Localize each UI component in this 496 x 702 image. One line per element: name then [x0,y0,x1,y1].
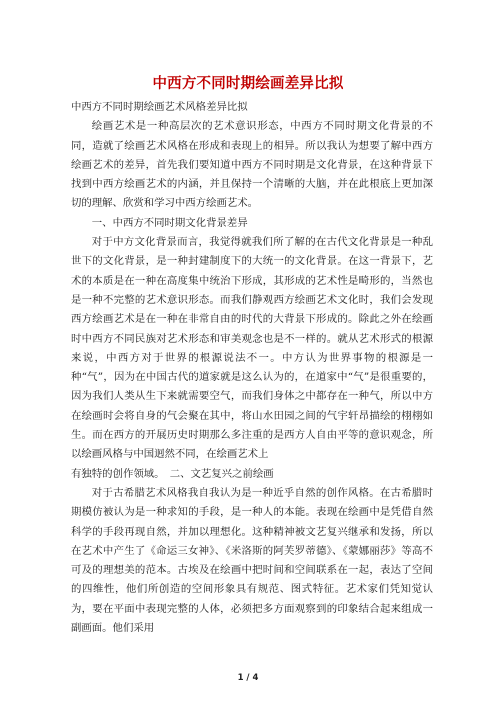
document-title: 中西方不同时期绘画差异比拟 [152,76,344,92]
page-indicator: 1 / 4 [237,673,259,683]
paragraph-greek-art: 对于古希腊艺术风格我自我认为是一种近乎自然的创作风格。在古希腊时期模仿被认为是一种求知的手段，是一种人的本能。表现在绘画中是凭借自然科学的手段再现自然，并加以理想化。这种精神被文艺复兴继承和发扬，所以在艺术中产生了《命运三女神》、《米洛斯的阿芙罗蒂德》、《蒙娜丽莎》等高不可及的理想美的范本。古埃及在绘画中把时间和空间联系在一起，表达了空间的四维性，他们所创造的空间形象具有规范、图式特征。艺术家们凭知觉认为，要在平面中表现完整的人体，必须把多方面观察到的印象结合起来组成一副画面。他们采用 [71,486,433,635]
document-body [71,98,433,638]
paragraph-intro: 绘画艺术是一种高层次的艺术意识形态，中西方不同时期文化背景的不同，造就了绘画艺术风格在形成和表现上的相异。所以我认为想要了解中西方绘画艺术的差异，首先我们要知道中西方不同时期是文化背景，在这种背景下找到中西方绘画艺术的内涵，并且保持一个清晰的大脑，并在此根底上更加深切的理解、欣赏和学习中西方绘画艺术。 [71,120,433,210]
section-heading-1: 一、中西方不同时期文化背景差异 [91,216,248,229]
section-heading-2-line: 有独特的创作领域。 二、文艺复兴之前绘画 [71,467,274,480]
paragraph-background: 对于中方文化背景而言，我觉得就我们所了解的在古代文化背景是一种乱世下的文化背景，是一种封建制度下的大统一的文化背景。在这一背景下，艺术的本质是在一种在高度集中统治下形成，其形成的艺术性是畸形的，当然也是一种不完整的艺术意识形态。而我们静观西方绘画艺术文化时，我们会发现西方绘画艺术是在一种在非常自由的时代的大背景下形成的。除此之外在绘画时中西方不同民族对艺术形态和审美观念也是不一样的。就从艺术形式的根源来说，中西方对于世界的根源说法不一。中方认为世界事物的根源是一种“气”，因为在中国古代的道家就是这么认为的，在道家中“气”是很重要的，因为我们人类从生下来就需要空气，而我们身体之中都存在一种气，所以中方在绘画时会将自身的气会聚在其中，将山水田园之间的气宇轩昂描绘的栩栩如生。而在西方的开展历史时期那么多注重的是西方人自由平等的意识观念，所以绘画风格与中国迥然不同，在绘画艺术上 [71,236,433,461]
document-subtitle: 中西方不同时期绘画艺术风格差异比拟 [71,101,248,113]
